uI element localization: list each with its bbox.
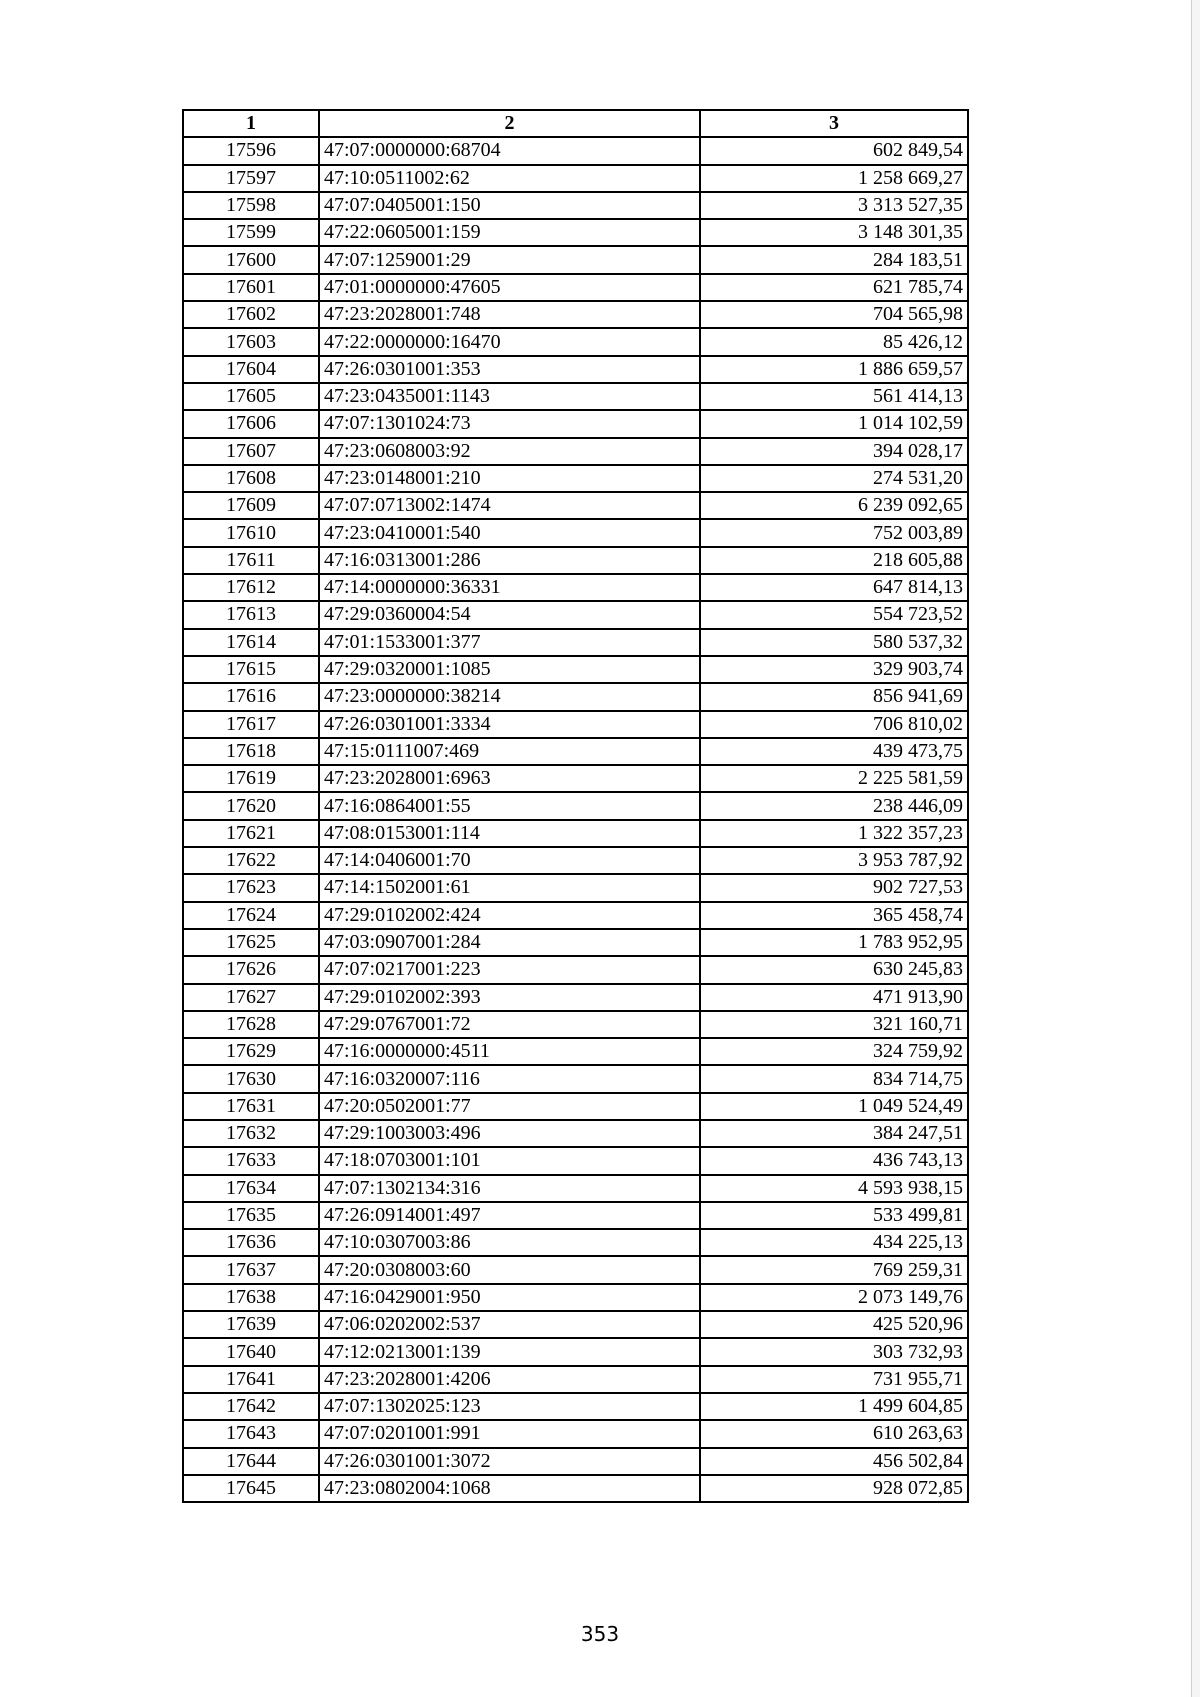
cadastral-number-cell: 47:07:1302025:123: [319, 1393, 700, 1420]
value-cell: 928 072,85: [700, 1475, 968, 1502]
page-edge: [1191, 0, 1200, 1697]
table-row: [183, 547, 968, 574]
row-number-cell: 17613: [183, 601, 319, 628]
row-number-cell: 17600: [183, 246, 319, 273]
row-number-cell: 17606: [183, 410, 319, 437]
table-header: [183, 110, 968, 137]
row-number-cell: 17639: [183, 1311, 319, 1338]
table-row: [183, 219, 968, 246]
value-cell: 434 225,13: [700, 1229, 968, 1256]
cadastral-number-cell: 47:01:0000000:47605: [319, 274, 700, 301]
value-cell: 1 886 659,57: [700, 356, 968, 383]
table-row: [183, 1366, 968, 1393]
cadastral-number-cell: 47:08:0153001:114: [319, 820, 700, 847]
cadastral-number-cell: 47:23:0000000:38214: [319, 683, 700, 710]
row-number-cell: 17621: [183, 820, 319, 847]
table-row: [183, 738, 968, 765]
row-number-cell: 17645: [183, 1475, 319, 1502]
cadastral-number-cell: 47:29:0102002:424: [319, 902, 700, 929]
cadastral-number-cell: 47:07:1302134:316: [319, 1175, 700, 1202]
cadastral-number-cell: 47:16:0313001:286: [319, 547, 700, 574]
table-row: [183, 601, 968, 628]
cadastral-number-cell: 47:07:1301024:73: [319, 410, 700, 437]
cadastral-number-cell: 47:15:0111007:469: [319, 738, 700, 765]
row-number-cell: 17635: [183, 1202, 319, 1229]
row-number-cell: 17630: [183, 1065, 319, 1092]
page-number: 353: [580, 1622, 620, 1646]
row-number-cell: 17632: [183, 1120, 319, 1147]
table-row: [183, 711, 968, 738]
cadastral-number-cell: 47:07:1259001:29: [319, 246, 700, 273]
row-number-cell: 17640: [183, 1338, 319, 1365]
cadastral-number-cell: 47:16:0864001:55: [319, 792, 700, 819]
value-cell: 365 458,74: [700, 902, 968, 929]
value-cell: 1 258 669,27: [700, 165, 968, 192]
row-number-cell: 17629: [183, 1038, 319, 1065]
table-row: [183, 356, 968, 383]
table-row: [183, 847, 968, 874]
value-cell: 1 499 604,85: [700, 1393, 968, 1420]
value-cell: 274 531,20: [700, 465, 968, 492]
row-number-cell: 17633: [183, 1147, 319, 1174]
table-row: [183, 1393, 968, 1420]
row-number-cell: 17644: [183, 1448, 319, 1475]
value-cell: 621 785,74: [700, 274, 968, 301]
value-cell: 1 783 952,95: [700, 929, 968, 956]
table-row: [183, 820, 968, 847]
cadastral-number-cell: 47:23:0148001:210: [319, 465, 700, 492]
row-number-cell: 17599: [183, 219, 319, 246]
column-header-2: 2: [319, 110, 700, 137]
row-number-cell: 17609: [183, 492, 319, 519]
row-number-cell: 17601: [183, 274, 319, 301]
table-row: [183, 410, 968, 437]
table-row: [183, 137, 968, 164]
cadastral-number-cell: 47:23:2028001:6963: [319, 765, 700, 792]
table-row: [183, 929, 968, 956]
table-row: [183, 792, 968, 819]
cadastral-number-cell: 47:29:0767001:72: [319, 1011, 700, 1038]
table-row: [183, 874, 968, 901]
table-row: [183, 1229, 968, 1256]
row-number-cell: 17631: [183, 1093, 319, 1120]
cadastral-number-cell: 47:29:0360004:54: [319, 601, 700, 628]
row-number-cell: 17618: [183, 738, 319, 765]
row-number-cell: 17620: [183, 792, 319, 819]
cadastral-number-cell: 47:14:0000000:36331: [319, 574, 700, 601]
table-row: [183, 328, 968, 355]
row-number-cell: 17636: [183, 1229, 319, 1256]
table-row: [183, 1038, 968, 1065]
column-header-1: 1: [183, 110, 319, 137]
row-number-cell: 17622: [183, 847, 319, 874]
row-number-cell: 17607: [183, 438, 319, 465]
table-row: [183, 1475, 968, 1502]
cadastral-number-cell: 47:14:1502001:61: [319, 874, 700, 901]
value-cell: 856 941,69: [700, 683, 968, 710]
column-header-3: 3: [700, 110, 968, 137]
table-row: [183, 1175, 968, 1202]
value-cell: 439 473,75: [700, 738, 968, 765]
value-cell: 2 225 581,59: [700, 765, 968, 792]
row-number-cell: 17614: [183, 629, 319, 656]
value-cell: 3 148 301,35: [700, 219, 968, 246]
row-number-cell: 17611: [183, 547, 319, 574]
row-number-cell: 17615: [183, 656, 319, 683]
row-number-cell: 17597: [183, 165, 319, 192]
cadastral-number-cell: 47:07:0713002:1474: [319, 492, 700, 519]
table-row: [183, 656, 968, 683]
value-cell: 6 239 092,65: [700, 492, 968, 519]
cadastral-number-cell: 47:18:0703001:101: [319, 1147, 700, 1174]
value-cell: 1 049 524,49: [700, 1093, 968, 1120]
value-cell: 3 953 787,92: [700, 847, 968, 874]
row-number-cell: 17642: [183, 1393, 319, 1420]
row-number-cell: 17637: [183, 1256, 319, 1283]
value-cell: 471 913,90: [700, 984, 968, 1011]
value-cell: 769 259,31: [700, 1256, 968, 1283]
value-cell: 902 727,53: [700, 874, 968, 901]
cadastral-number-cell: 47:26:0301001:353: [319, 356, 700, 383]
cadastral-number-cell: 47:23:0608003:92: [319, 438, 700, 465]
row-number-cell: 17612: [183, 574, 319, 601]
row-number-cell: 17625: [183, 929, 319, 956]
row-number-cell: 17626: [183, 956, 319, 983]
table-row: [183, 1093, 968, 1120]
value-cell: 752 003,89: [700, 519, 968, 546]
value-cell: 630 245,83: [700, 956, 968, 983]
row-number-cell: 17624: [183, 902, 319, 929]
value-cell: 218 605,88: [700, 547, 968, 574]
cadastral-number-cell: 47:07:0405001:150: [319, 192, 700, 219]
row-number-cell: 17638: [183, 1284, 319, 1311]
table-row: [183, 519, 968, 546]
table-row: [183, 246, 968, 273]
table-row: [183, 765, 968, 792]
cadastral-number-cell: 47:16:0000000:4511: [319, 1038, 700, 1065]
value-cell: 1 014 102,59: [700, 410, 968, 437]
table-row: [183, 1120, 968, 1147]
value-cell: 3 313 527,35: [700, 192, 968, 219]
table-row: [183, 1420, 968, 1447]
cadastral-number-cell: 47:26:0914001:497: [319, 1202, 700, 1229]
cadastral-number-cell: 47:03:0907001:284: [319, 929, 700, 956]
cadastral-number-cell: 47:23:2028001:748: [319, 301, 700, 328]
table-row: [183, 1147, 968, 1174]
table-row: [183, 984, 968, 1011]
row-number-cell: 17619: [183, 765, 319, 792]
table-row: [183, 1256, 968, 1283]
value-cell: 329 903,74: [700, 656, 968, 683]
cadastral-number-cell: 47:26:0301001:3334: [319, 711, 700, 738]
cadastral-number-cell: 47:10:0511002:62: [319, 165, 700, 192]
cadastral-number-cell: 47:06:0202002:537: [319, 1311, 700, 1338]
cadastral-number-cell: 47:16:0320007:116: [319, 1065, 700, 1092]
cadastral-number-cell: 47:07:0201001:991: [319, 1420, 700, 1447]
row-number-cell: 17627: [183, 984, 319, 1011]
row-number-cell: 17608: [183, 465, 319, 492]
row-number-cell: 17628: [183, 1011, 319, 1038]
value-cell: 2 073 149,76: [700, 1284, 968, 1311]
table-row: [183, 1284, 968, 1311]
row-number-cell: 17596: [183, 137, 319, 164]
value-cell: 704 565,98: [700, 301, 968, 328]
value-cell: 284 183,51: [700, 246, 968, 273]
cadastral-number-cell: 47:20:0502001:77: [319, 1093, 700, 1120]
cadastral-number-cell: 47:29:0102002:393: [319, 984, 700, 1011]
cadastral-number-cell: 47:29:0320001:1085: [319, 656, 700, 683]
table-row: [183, 438, 968, 465]
data-table: [182, 109, 969, 1503]
row-number-cell: 17598: [183, 192, 319, 219]
table-row: [183, 574, 968, 601]
value-cell: 85 426,12: [700, 328, 968, 355]
table-row: [183, 192, 968, 219]
value-cell: 731 955,71: [700, 1366, 968, 1393]
value-cell: 706 810,02: [700, 711, 968, 738]
cadastral-number-cell: 47:22:0605001:159: [319, 219, 700, 246]
table-row: [183, 902, 968, 929]
value-cell: 303 732,93: [700, 1338, 968, 1365]
cadastral-number-cell: 47:20:0308003:60: [319, 1256, 700, 1283]
cadastral-number-cell: 47:22:0000000:16470: [319, 328, 700, 355]
cadastral-number-cell: 47:07:0000000:68704: [319, 137, 700, 164]
row-number-cell: 17605: [183, 383, 319, 410]
value-cell: 1 322 357,23: [700, 820, 968, 847]
cadastral-number-cell: 47:07:0217001:223: [319, 956, 700, 983]
table-row: [183, 465, 968, 492]
value-cell: 647 814,13: [700, 574, 968, 601]
cadastral-number-cell: 47:14:0406001:70: [319, 847, 700, 874]
row-number-cell: 17602: [183, 301, 319, 328]
value-cell: 4 593 938,15: [700, 1175, 968, 1202]
table-row: [183, 1338, 968, 1365]
value-cell: 436 743,13: [700, 1147, 968, 1174]
value-cell: 238 446,09: [700, 792, 968, 819]
table-header-row: [183, 110, 968, 137]
table-row: [183, 1011, 968, 1038]
cadastral-number-cell: 47:23:0435001:1143: [319, 383, 700, 410]
table-row: [183, 1202, 968, 1229]
value-cell: 834 714,75: [700, 1065, 968, 1092]
value-cell: 321 160,71: [700, 1011, 968, 1038]
row-number-cell: 17623: [183, 874, 319, 901]
cadastral-number-cell: 47:29:1003003:496: [319, 1120, 700, 1147]
row-number-cell: 17603: [183, 328, 319, 355]
cadastral-number-cell: 47:23:0802004:1068: [319, 1475, 700, 1502]
value-cell: 602 849,54: [700, 137, 968, 164]
value-cell: 394 028,17: [700, 438, 968, 465]
value-cell: 425 520,96: [700, 1311, 968, 1338]
row-number-cell: 17641: [183, 1366, 319, 1393]
cadastral-number-cell: 47:26:0301001:3072: [319, 1448, 700, 1475]
value-cell: 554 723,52: [700, 601, 968, 628]
table-row: [183, 274, 968, 301]
cadastral-number-cell: 47:23:0410001:540: [319, 519, 700, 546]
value-cell: 610 263,63: [700, 1420, 968, 1447]
row-number-cell: 17634: [183, 1175, 319, 1202]
cadastral-number-cell: 47:12:0213001:139: [319, 1338, 700, 1365]
cadastral-number-cell: 47:23:2028001:4206: [319, 1366, 700, 1393]
table-row: [183, 956, 968, 983]
value-cell: 384 247,51: [700, 1120, 968, 1147]
table-body: [183, 137, 968, 1502]
row-number-cell: 17616: [183, 683, 319, 710]
table-row: [183, 1311, 968, 1338]
row-number-cell: 17643: [183, 1420, 319, 1447]
value-cell: 324 759,92: [700, 1038, 968, 1065]
table-row: [183, 1448, 968, 1475]
value-cell: 561 414,13: [700, 383, 968, 410]
table-row: [183, 383, 968, 410]
table-row: [183, 1065, 968, 1092]
cadastral-number-cell: 47:16:0429001:950: [319, 1284, 700, 1311]
row-number-cell: 17604: [183, 356, 319, 383]
value-cell: 533 499,81: [700, 1202, 968, 1229]
table-row: [183, 301, 968, 328]
value-cell: 456 502,84: [700, 1448, 968, 1475]
value-cell: 580 537,32: [700, 629, 968, 656]
table-row: [183, 683, 968, 710]
row-number-cell: 17617: [183, 711, 319, 738]
cadastral-number-cell: 47:10:0307003:86: [319, 1229, 700, 1256]
row-number-cell: 17610: [183, 519, 319, 546]
table-row: [183, 492, 968, 519]
table-row: [183, 629, 968, 656]
cadastral-number-cell: 47:01:1533001:377: [319, 629, 700, 656]
table-row: [183, 165, 968, 192]
